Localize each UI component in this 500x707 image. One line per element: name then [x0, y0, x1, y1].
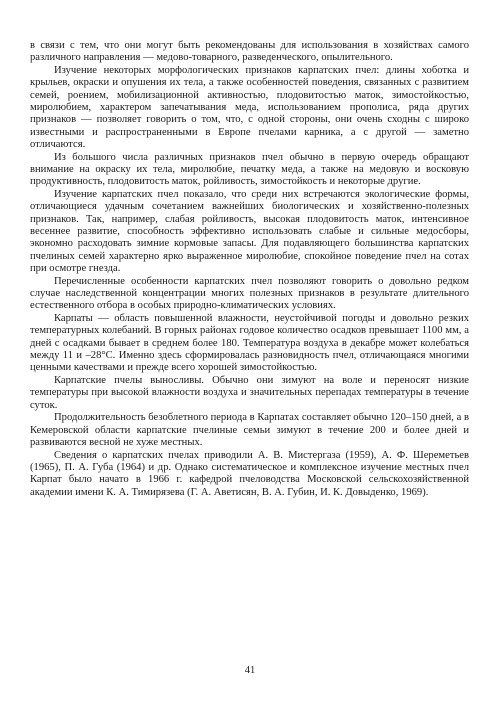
paragraph: Карпатские пчелы выносливы. Обычно они зимуют на воле и переносят низкие температуры при высокой влажности воздуха и значительных перепадах температуры в течение суток.	[30, 375, 469, 411]
paragraph: Перечисленные особенности карпатских пчел позволяют говорить о довольно редком случае наследственной концентрации многих полезных признаков в результате длительного естественного отбора в особых природно-климатических условиях.	[30, 275, 469, 312]
paragraph: Изучение некоторых морфологических признаков карпатских пчел: длины хоботка и крыльев, окраски и опушения их тела, а также особенностей поведения, связанных с развитием семей, роением, мобилизационной активностью, плодовитостью маток, зимостойкостью, миролюбием, характером запечатывания меда, использованием прополиса, ряда других признаков — позволяет говорить о том, что, с одной стороны, они очень сходны с широко известными и распространенными в Европе пчелами карника, а с другой — заметно отличаются.	[30, 65, 469, 150]
paragraph: Из большого числа различных признаков пчел обычно в первую очередь обращают внимание на окраску их тела, миролюбие, печатку меда, а также на медовую и восковую продуктивность, плодовитость маток, ройливость, зимостойкость и некоторые другие.	[30, 151, 469, 188]
paragraph: Сведения о карпатских пчелах приводили А. В. Мистергаза (1959), А. Ф. Шереметьев (1965), П. А. Губа (1964) и др. Однако систематическое и комплексное изучение местных пчел Карпат было начато в 1966 г. кафедрой пчеловодства Московской сельскохозяйственной академии имени К. А. Тимирязева (Г. А. Аветисян, В. А. Губин, И. К. Довыденко, 1969).	[30, 449, 469, 498]
paragraph-continuation: в связи с тем, что они могут быть рекомендованы для использования в хозяйствах самого различного направления — медово-товарного, разведенческого, опылительного.	[30, 40, 469, 64]
paragraph: Карпаты — область повышенной влажности, неустойчивой погоды и довольно резких температурных колебаний. В горных районах годовое количество осадков превышает 1100 мм, а дней с осадками бывает в среднем более 180. Температура воздуха в декабре может колебаться между 11 и –28°С. Именно здесь сформировалась разновидность пчел, отличающаяся многими ценными качествами и прежде всего хорошей зимостойкостью.	[30, 313, 469, 374]
paragraph: Изучение карпатских пчел показало, что среди них встречаются экологические формы, отличающиеся удачным сочетанием важнейших биологических и хозяйственно-полезных признаков. Так, например, слабая ройливость, высокая плодовитость маток, интенсивное весеннее развитие, способность эффективно использовать слабые и сильные медосборы, экономно расходовать зимние кормовые запасы. Для подавляющего большинства карпатских пчелиных семей характерно ярко выраженное миролюбие, спокойное поведение пчел на сотах при осмотре гнезда.	[30, 189, 469, 274]
paragraph: Продолжительность безоблетного периода в Карпатах составляет обычно 120–150 дней, а в Кемеровской области карпатские пчелиные семьи зимуют в течение 200 и более дней и развиваются весной не хуже местных.	[30, 412, 469, 448]
page-number: 41	[244, 665, 256, 676]
document-body	[30, 40, 469, 499]
